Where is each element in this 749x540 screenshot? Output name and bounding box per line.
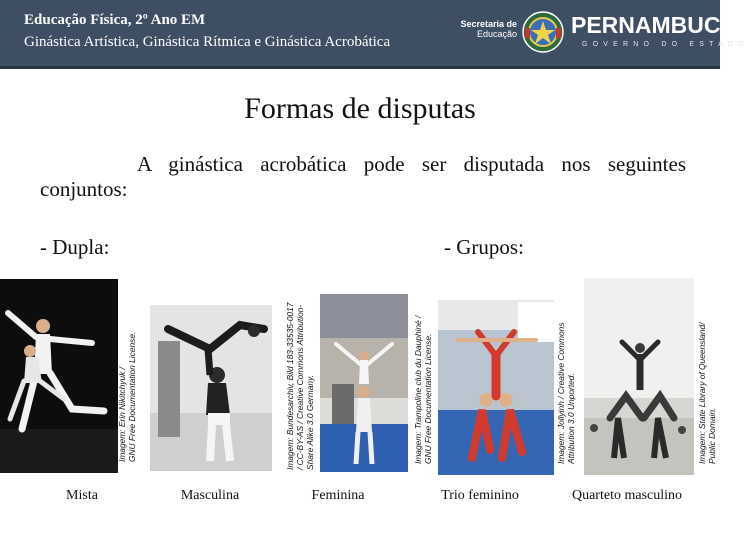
photo-women-trio xyxy=(438,300,554,475)
department-name xyxy=(455,19,517,39)
photo-credit xyxy=(697,322,717,464)
course-title: Educação Física, 2º Ano EM xyxy=(24,12,206,28)
credit-line: Public Domain. xyxy=(707,407,717,464)
photo-credit xyxy=(285,303,315,470)
credit-line: Imagem: Jollyinh / Creative Commons xyxy=(556,322,566,464)
department-line2: Educação xyxy=(476,29,517,39)
section-grupos: - Grupos: xyxy=(444,235,524,259)
header-divider xyxy=(0,66,720,69)
intro-paragraph: A ginástica acrobática pode ser disputada nos seguintes conjuntos: xyxy=(40,152,686,201)
department-line1: Secretaria de xyxy=(460,19,517,29)
slide-title: Formas de disputas xyxy=(244,92,476,125)
caption-quarteto-masculino: Quarteto masculino xyxy=(571,488,683,503)
photo-mixed-pair xyxy=(0,279,118,473)
header-banner xyxy=(0,0,749,66)
photo-credit xyxy=(413,316,433,464)
photo-credit xyxy=(117,332,137,462)
credit-line: Imagem: State Library of Queensland/ xyxy=(697,322,707,464)
photo-credit xyxy=(556,323,576,465)
section-dupla: - Dupla: xyxy=(40,235,110,259)
photo-men-pair xyxy=(150,305,272,471)
caption-trio-feminino: Trio feminino xyxy=(441,488,519,503)
photo-women-pair xyxy=(320,294,408,472)
caption-masculina: Masculina xyxy=(180,488,240,503)
credit-line: Imagem: Erin Nikitchyuk / xyxy=(117,367,127,462)
caption-mista: Mista xyxy=(66,488,98,503)
credit-line: / CC-BY-AS / Creative Commons Attribution- xyxy=(295,304,305,470)
credit-line: GNU Free Documentation License. xyxy=(127,331,137,462)
credit-line: Imagem: Bundesarchiv, Bild 183-33535-0017 xyxy=(285,302,295,470)
brand-name: PERNAMBUCO xyxy=(571,12,739,38)
credit-line: Imagem: Trampoline club du Dauphiné / xyxy=(413,315,423,464)
course-subtitle: Ginástica Artística, Ginástica Rítmica e Ginástica Acrobática xyxy=(24,34,391,50)
brand-subtitle: GOVERNO DO ESTADO xyxy=(582,41,749,48)
credit-line: Share Alike 3.0 Germany. xyxy=(305,375,315,470)
credit-line: Attribution 3.0 Unported. xyxy=(566,373,576,464)
photo-men-quartet xyxy=(584,278,694,475)
state-seal-icon xyxy=(521,10,565,54)
caption-feminina: Feminina xyxy=(311,488,365,503)
credit-line: GNU Free Documentation License. xyxy=(423,333,433,464)
